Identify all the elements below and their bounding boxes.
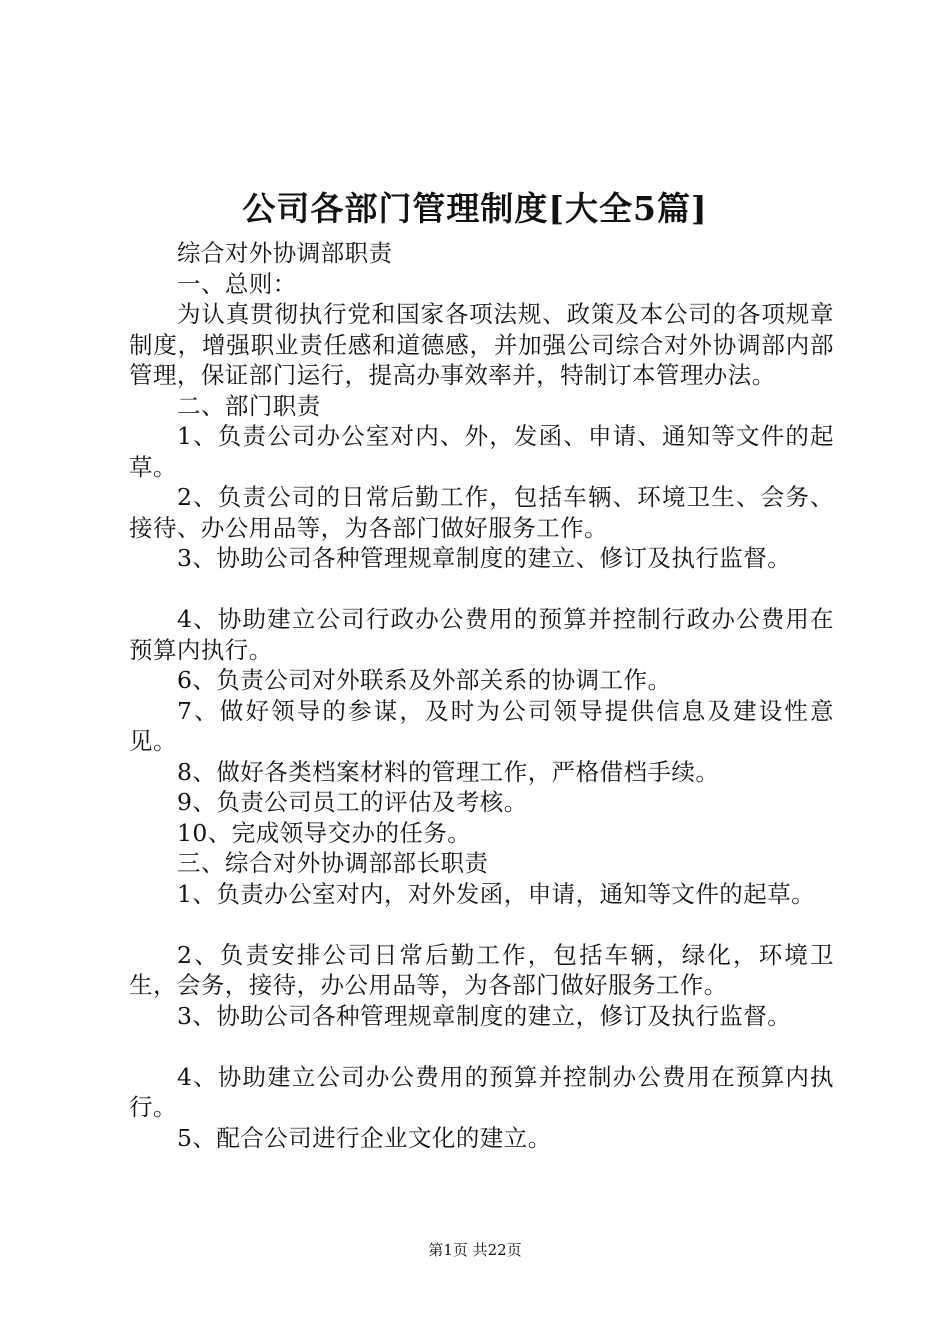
paragraph: 为认真贯彻执行党和国家各项法规、政策及本公司的各项规章制度，增强职业责任感和道德感，并加强公司综合对外协调部内部管理，保证部门运行，提高办事效率并，特制订本管理办法。 — [129, 300, 834, 389]
list-item: 8、做好各类档案材料的管理工作，严格借档手续。 — [177, 757, 720, 786]
list-item: 10、完成领导交办的任务。 — [177, 818, 472, 847]
list-item: 4、协助建立公司办公费用的预算并控制办公费用在预算内执行。 — [129, 1062, 834, 1121]
blank-line — [129, 909, 834, 940]
section-heading: 二、部门职责 — [177, 391, 321, 420]
list-item: 1、负责公司办公室对内、外，发函、申请、通知等文件的起草。 — [129, 422, 834, 481]
page-footer: 第1页 共22页 — [428, 1241, 522, 1259]
blank-line — [129, 1031, 834, 1062]
list-item: 9、负责公司员工的评估及考核。 — [177, 788, 528, 816]
list-item: 3、协助公司各种管理规章制度的建立，修订及执行监督。 — [177, 1001, 792, 1030]
section-heading: 三、综合对外协调部部长职责 — [177, 849, 489, 877]
paragraph-heading: 综合对外协调部职责 — [177, 239, 393, 267]
list-item: 4、协助建立公司行政办公费用的预算并控制行政办公费用在预算内执行。 — [129, 605, 834, 664]
section-heading: 一、总则： — [177, 269, 297, 298]
list-item: 3、协助公司各种管理规章制度的建立、修订及执行监督。 — [177, 544, 792, 572]
list-item: 7、做好领导的参谋，及时为公司领导提供信息及建设性意见。 — [129, 696, 834, 755]
document-body — [129, 238, 834, 1153]
list-item: 5、配合公司进行企业文化的建立。 — [177, 1123, 552, 1152]
list-item: 6、负责公司对外联系及外部关系的协调工作。 — [177, 666, 672, 694]
list-item: 2、负责安排公司日常后勤工作，包括车辆，绿化，环境卫生，会务，接待，办公用品等，为各部门做好服务工作。 — [129, 940, 834, 999]
blank-line — [129, 574, 834, 605]
list-item: 1、负责办公室对内，对外发函，申请，通知等文件的起草。 — [177, 879, 816, 908]
list-item: 2、负责公司的日常后勤工作，包括车辆、环境卫生、会务、接待、办公用品等，为各部门做好服务工作。 — [129, 483, 834, 542]
document-title: 公司各部门管理制度[大全5篇] — [242, 189, 708, 228]
